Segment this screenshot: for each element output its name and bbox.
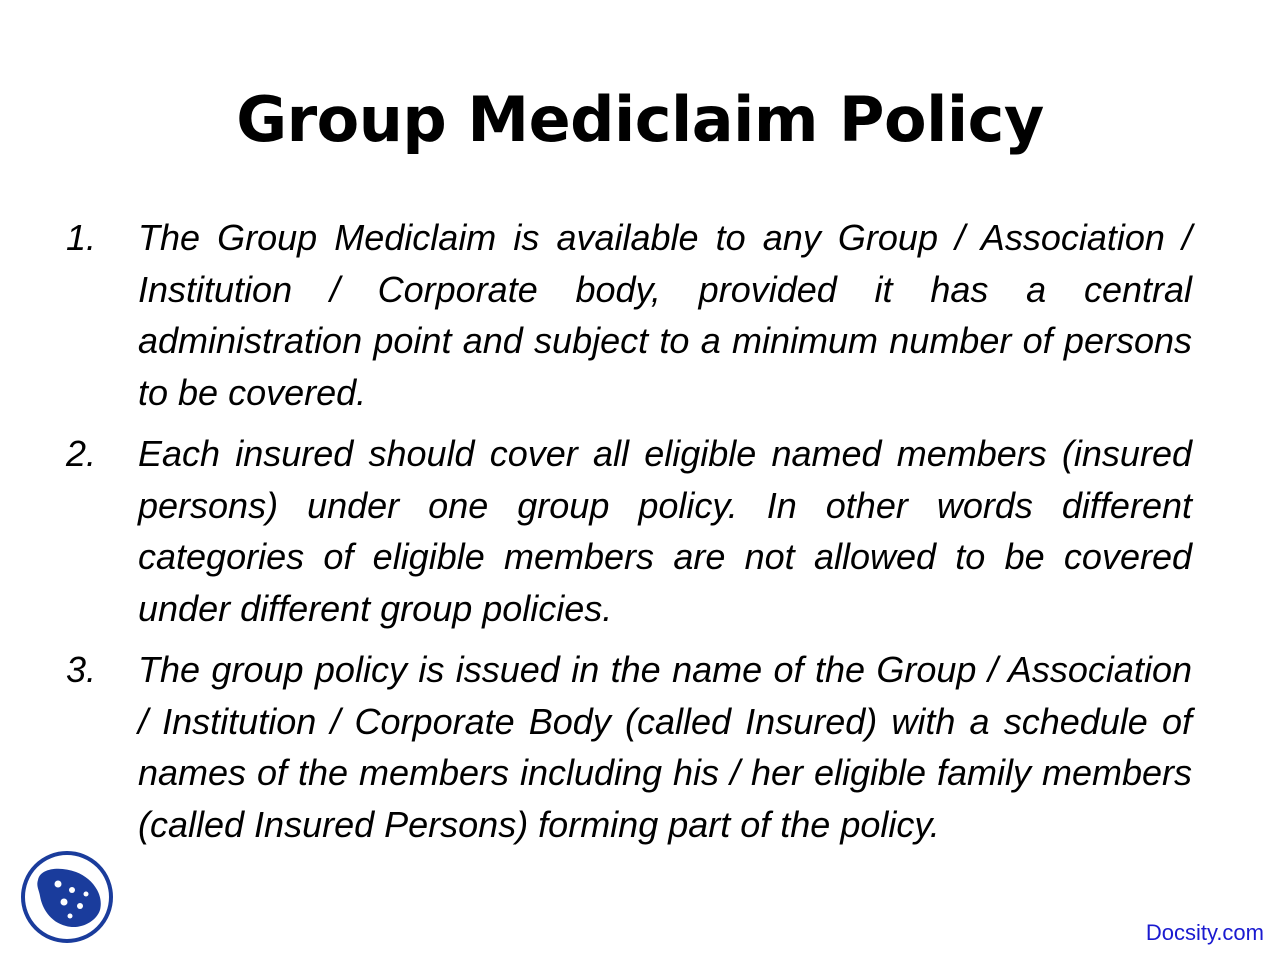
list-item-text: Each insured should cover all eligible named members (insured persons) under one group policy. In other words different categories of eligible members are not allowed to be covered under different group policies. <box>138 433 1192 629</box>
list-item-number: 1. <box>66 217 97 258</box>
point-list <box>66 212 1192 860</box>
list-item <box>66 212 1192 418</box>
logo <box>20 850 114 944</box>
list-item-text: The group policy is issued in the name of the Group / Association / Institution / Corporate Body (called Insured) with a schedule of names of the members including his / her eligible family members (called Insured Persons) forming part of the policy. <box>138 649 1192 845</box>
list-item <box>66 644 1192 850</box>
docsity-watermark[interactable]: Docsity.com <box>1145 920 1264 945</box>
list-item <box>66 428 1192 634</box>
leaf-logo-icon <box>20 850 114 944</box>
list-item-number: 3. <box>66 649 97 690</box>
list-item-number: 2. <box>66 433 97 474</box>
list-item-text: The Group Mediclaim is available to any Group / Association / Institution / Corporate body, provided it has a central administration point and subject to a minimum number of persons to be covered. <box>138 217 1192 413</box>
slide-title: Group Mediclaim Policy <box>236 83 1044 156</box>
